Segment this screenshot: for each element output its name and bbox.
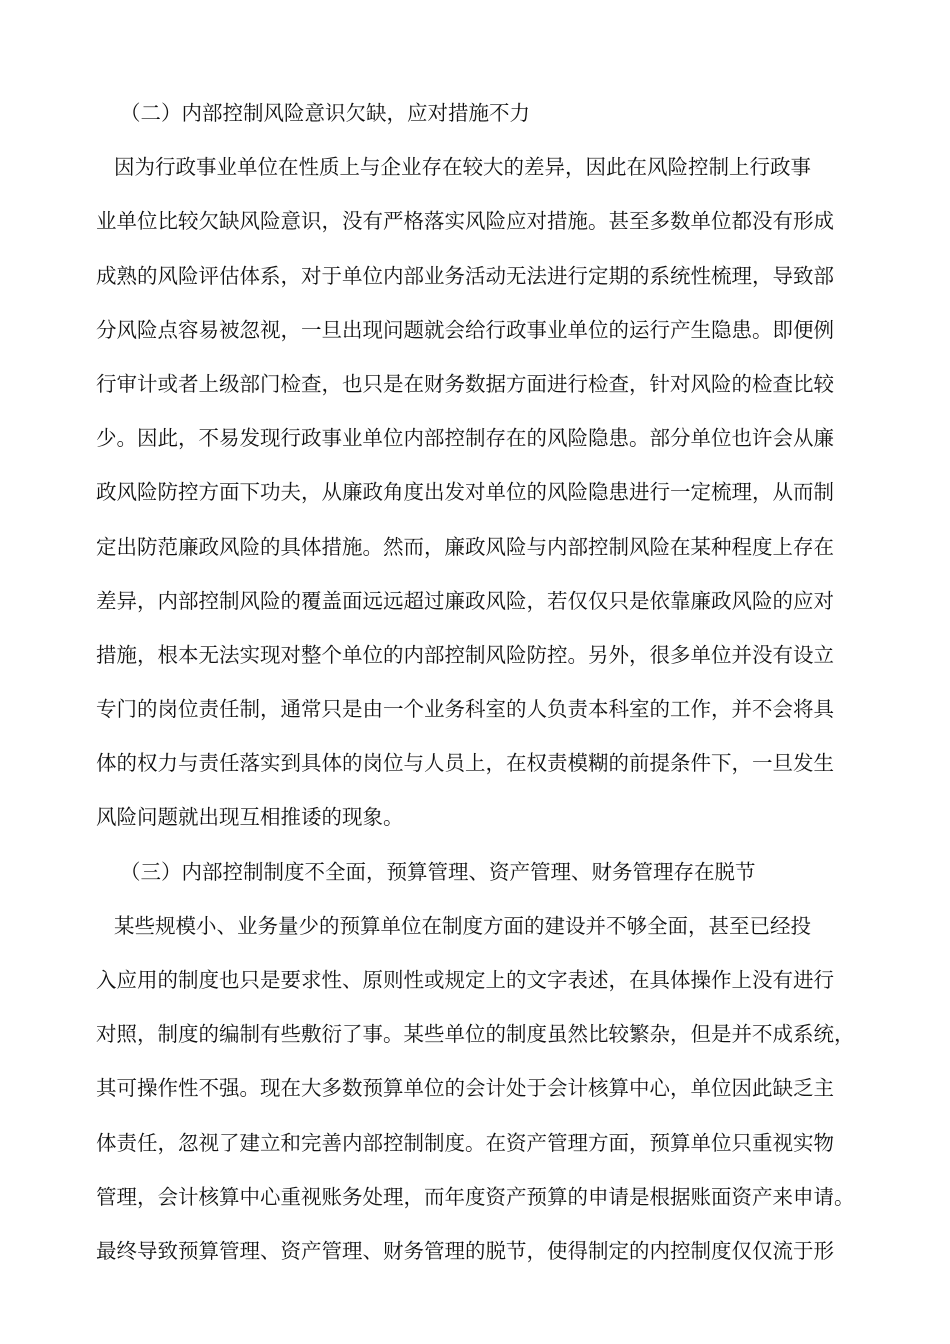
paragraph-line: 体的权力与责任落实到具体的岗位与人员上，在权责模糊的前提条件下，一旦发生 <box>96 751 834 776</box>
paragraph-line: 行审计或者上级部门检查，也只是在财务数据方面进行检查，针对风险的检查比较 <box>96 371 834 396</box>
paragraph-line: 政风险防控方面下功夫，从廉政角度出发对单位的风险隐患进行一定梳理，从而制 <box>96 480 834 505</box>
paragraph-line: 少。因此，不易发现行政事业单位内部控制存在的风险隐患。部分单位也许会从廉 <box>96 426 834 451</box>
paragraph-line: 入应用的制度也只是要求性、原则性或规定上的文字表述，在具体操作上没有进行 <box>96 968 834 992</box>
paragraph-line: 风险问题就出现互相推诿的现象。 <box>96 805 404 830</box>
paragraph-line: 管理，会计核算中心重视账务处理，而年度资产预算的申请是根据账面资产来申请。 <box>96 1184 855 1209</box>
paragraph-line: 业单位比较欠缺风险意识，没有严格落实风险应对措施。甚至多数单位都没有形成 <box>96 209 834 234</box>
paragraph-line: 成熟的风险评估体系，对于单位内部业务活动无法进行定期的系统性梳理，导致部 <box>96 263 834 288</box>
paragraph-line: 对照，制度的编制有些敷衍了事。某些单位的制度虽然比较繁杂，但是并不成系统， <box>96 1022 855 1047</box>
paragraph-line: 某些规模小、业务量少的预算单位在制度方面的建设并不够全面，甚至已经投 <box>114 913 811 938</box>
paragraph-line: 最终导致预算管理、资产管理、财务管理的脱节，使得制定的内控制度仅仅流于形 <box>96 1238 834 1263</box>
paragraph-line: 定出防范廉政风险的具体措施。然而，廉政风险与内部控制风险在某种程度上存在 <box>96 534 834 559</box>
paragraph-line: 分风险点容易被忽视，一旦出现问题就会给行政事业单位的运行产生隐患。即便例 <box>96 317 834 342</box>
paragraph-line: 差异，内部控制风险的覆盖面远远超过廉政风险，若仅仅只是依靠廉政风险的应对 <box>96 588 834 613</box>
paragraph-line: 体责任，忽视了建立和完善内部控制制度。在资产管理方面，预算单位只重视实物 <box>96 1130 834 1155</box>
section-heading: （三）内部控制制度不全面，预算管理、资产管理、财务管理存在脱节 <box>120 859 756 884</box>
paragraph-line: 措施，根本无法实现对整个单位的内部控制风险防控。另外，很多单位并没有设立 <box>96 642 834 667</box>
paragraph-line: 专门的岗位责任制，通常只是由一个业务科室的人负责本科室的工作，并不会将具 <box>96 697 834 722</box>
section-heading: （二）内部控制风险意识欠缺，应对措施不力 <box>120 101 530 125</box>
paragraph-line: 因为行政事业单位在性质上与企业存在较大的差异，因此在风险控制上行政事 <box>114 155 811 180</box>
paragraph-line: 其可操作性不强。现在大多数预算单位的会计处于会计核算中心，单位因此缺乏主 <box>96 1076 834 1101</box>
document-body <box>96 86 886 1278</box>
